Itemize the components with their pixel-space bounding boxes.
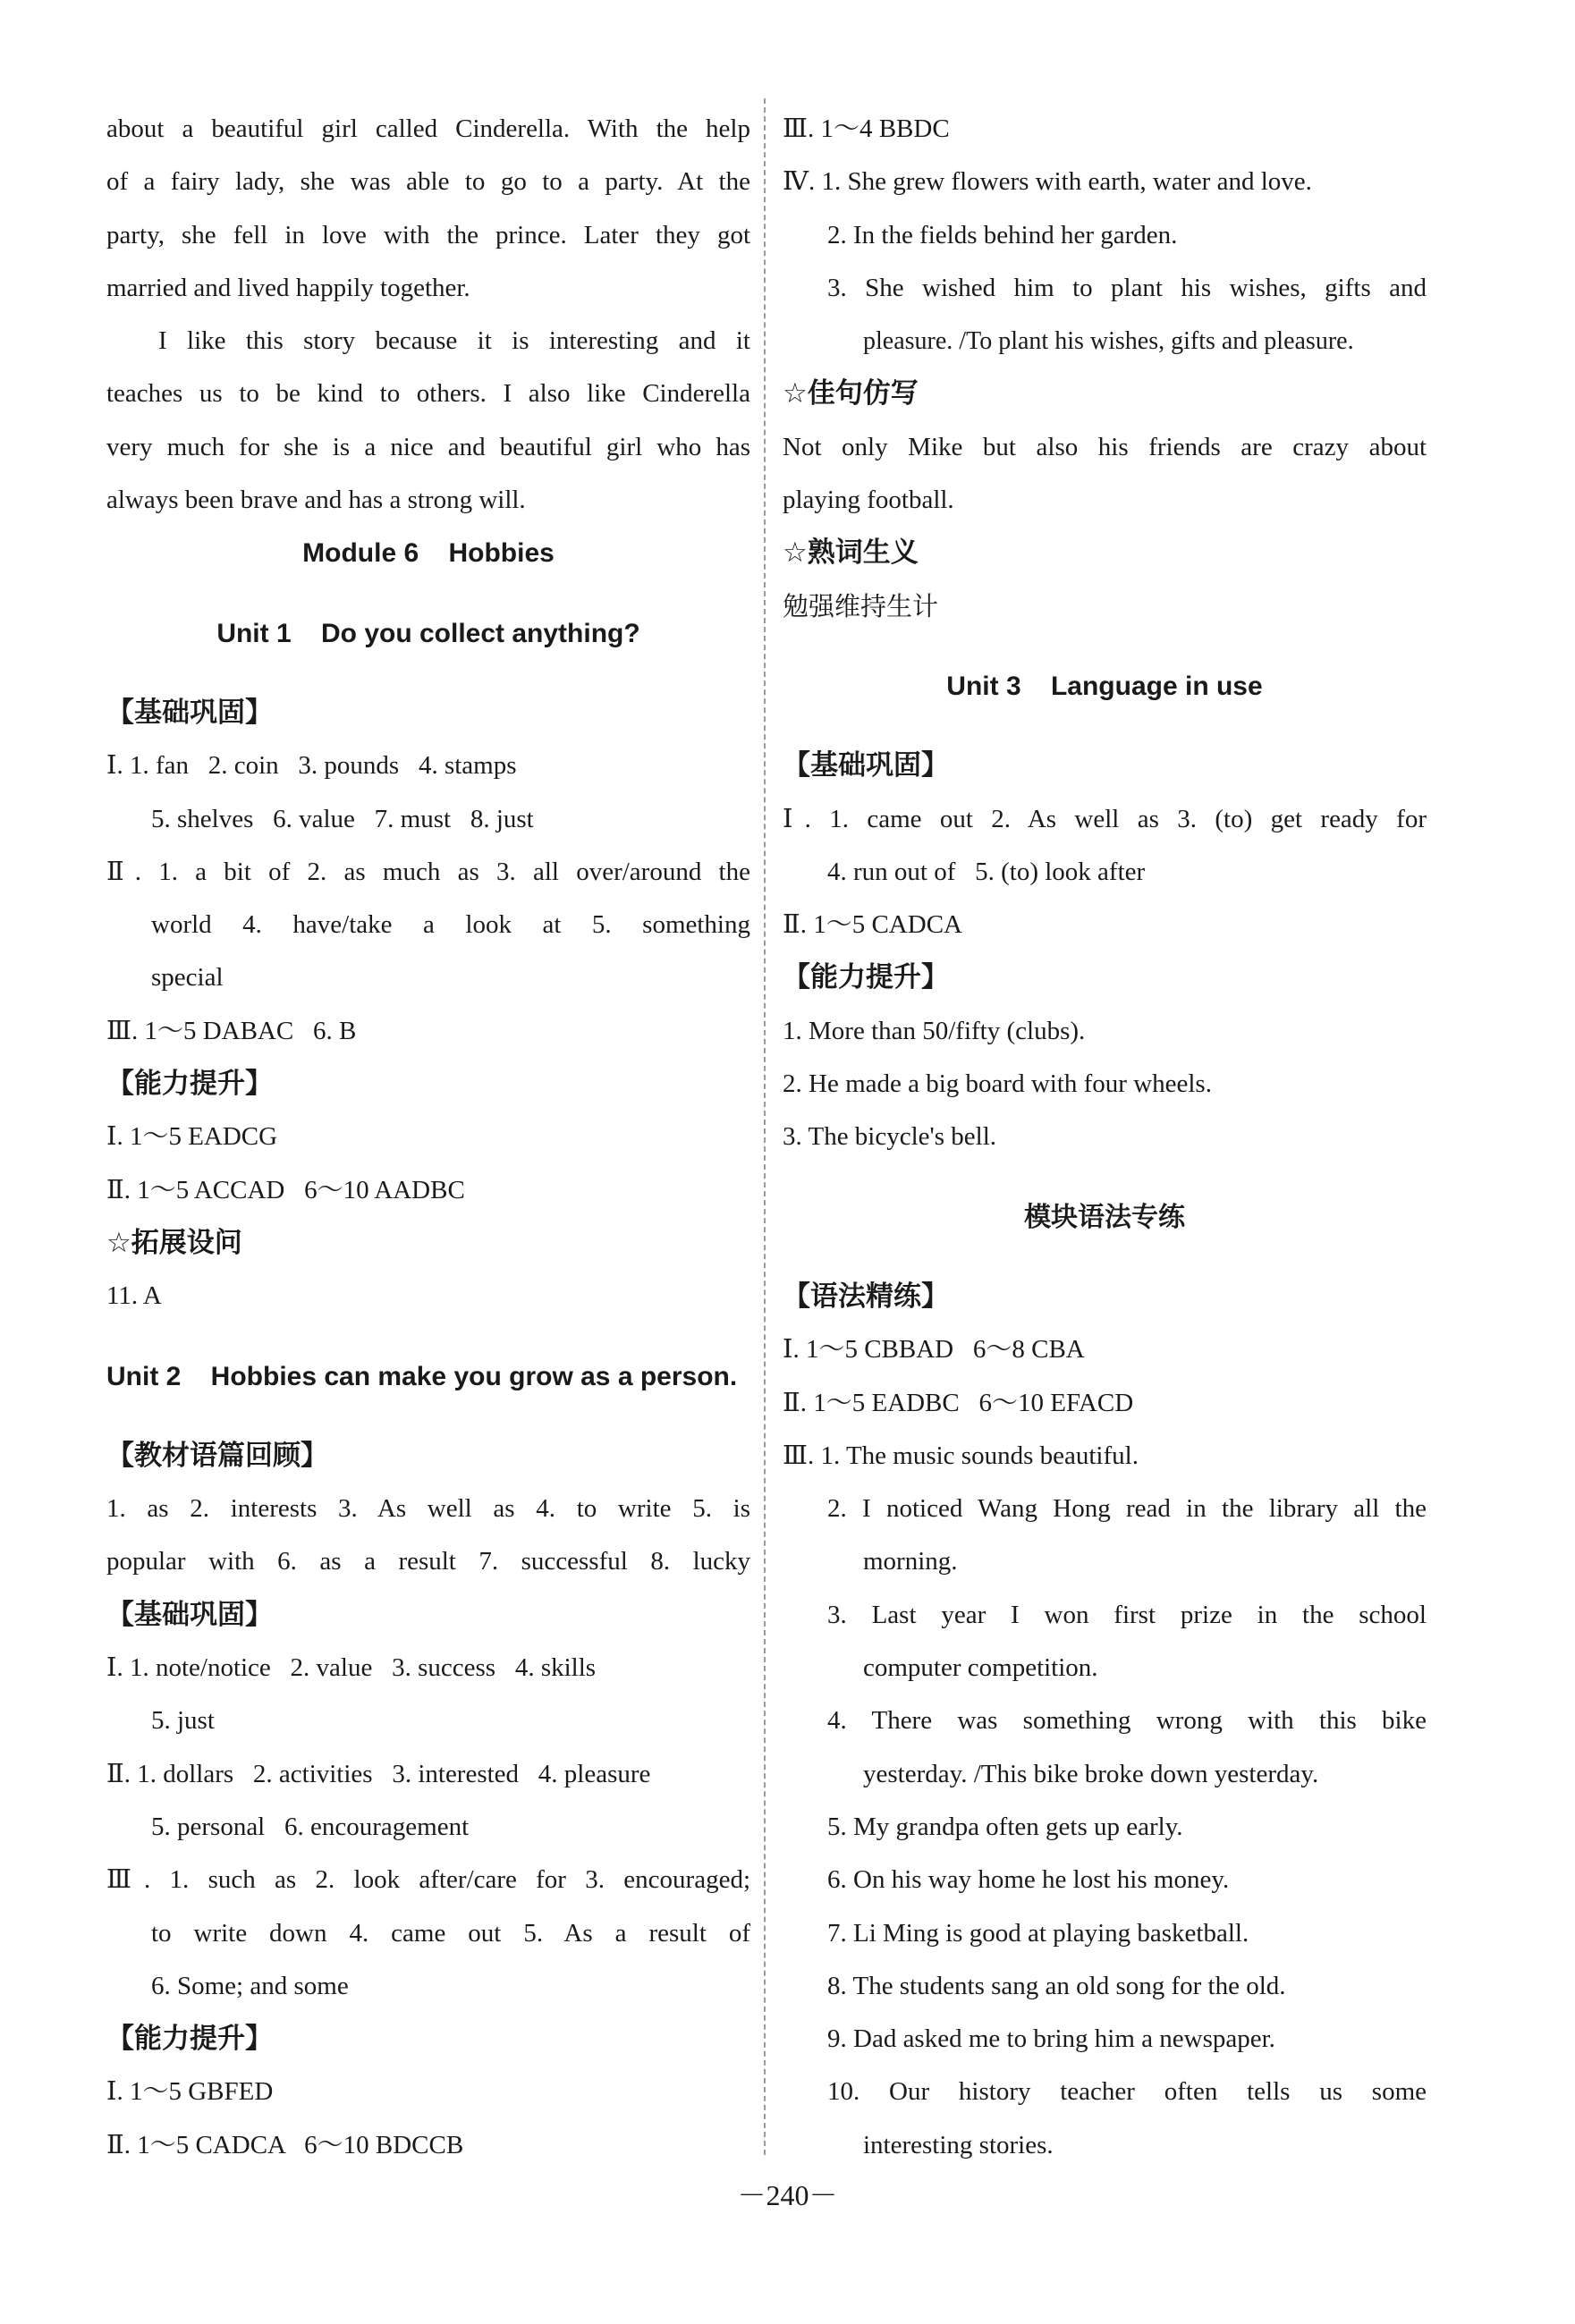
answer-line: Ⅲ. 1. The music sounds beautiful. [783,1441,1139,1470]
answer-line: Ⅱ. 1～5 ACCAD 6～10 AADBC [106,1175,465,1204]
answer-line: 10. Our history teacher often tells us some [827,2077,1427,2107]
answer-line: 4. run out of 5. (to) look after [827,857,1146,886]
answer-line: Ⅲ. 1. such as 2. look after/care for 3. encouraged; [106,1865,750,1895]
answer-line: Ⅳ. 1. She grew flowers with earth, water and love. [783,167,1312,197]
text-line: teaches us to be kind to others. I also like Cinderella [106,379,750,409]
answer-line: 8. The students sang an old song for the old. [827,1971,1286,2000]
answer-line: 6. Some; and some [151,1971,349,2000]
answer-line: popular with 6. as a result 7. successful 8. lucky [106,1547,750,1576]
answer-line: special [151,963,224,993]
answer-line: Not only Mike but also his friends are crazy about [783,432,1427,461]
section-heading: 【能力提升】 [106,1068,273,1101]
section-heading: ☆熟词生义 [783,537,919,570]
answer-line: 5. shelves 6. value 7. must 8. just [151,804,534,833]
grammar-title: 模块语法专练 [1024,1201,1185,1233]
answer-line: morning. [863,1547,958,1576]
answer-line: Ⅱ. 1～5 EADBC 6～10 EFACD [783,1388,1134,1417]
text-line: of a fairy lady, she was able to go to a party. At the [106,167,750,197]
answer-line: 3. She wished him to plant his wishes, gifts and [827,273,1427,302]
answer-line: 5. My grandpa often gets up early. [827,1812,1183,1841]
column-divider [764,98,766,2155]
module-title: Module 6 Hobbies [302,538,555,569]
text-line: married and lived happily together. [106,273,470,302]
answer-line: 2. He made a big board with four wheels. [783,1069,1212,1099]
answer-line: Ⅰ. 1. came out 2. As well as 3. (to) get ready for [783,804,1427,833]
answer-line: computer competition. [863,1653,1098,1683]
answer-line: 2. In the fields behind her garden. [827,220,1178,249]
answer-line: yesterday. /This bike broke down yesterday. [863,1759,1319,1788]
answer-line: 3. The bicycle's bell. [783,1122,997,1152]
section-heading: 【基础巩固】 [106,1598,273,1631]
text-line: I like this story because it is interesting and it [158,326,750,356]
answer-line: 勉强维持生计 [783,590,939,621]
answer-line: world 4. have/take a look at 5. something [151,910,750,940]
section-heading: 【语法精练】 [783,1280,949,1313]
answer-line: 6. On his way home he lost his money. [827,1865,1230,1895]
text-line: very much for she is a nice and beautiful girl who has [106,432,750,461]
unit1-title: Unit 1 Do you collect anything? [216,618,640,648]
left-column [106,103,750,2172]
answer-line: 5. personal 6. encouragement [151,1812,470,1841]
text-line: about a beautiful girl called Cinderella. With the help [106,114,750,143]
answer-line: pleasure. /To plant his wishes, gifts and pleasure. [863,327,1354,356]
answer-line: Ⅱ. 1～5 CADCA 6～10 BDCCB [106,2130,464,2159]
text-line: party, she fell in love with the prince. Later they got [106,220,750,249]
answer-line: Ⅲ. 1～4 BBDC [783,114,950,143]
text-line: always been brave and has a strong will. [106,486,526,515]
answer-line: 7. Li Ming is good at playing basketball. [827,1918,1249,1948]
answer-line: Ⅰ. 1. fan 2. coin 3. pounds 4. stamps [106,751,517,781]
answer-line: Ⅰ. 1. note/notice 2. value 3. success 4. skills [106,1653,597,1683]
answer-line: Ⅱ. 1～5 CADCA [783,910,962,940]
answer-line: 11. A [106,1281,162,1311]
answer-line: 5. just [151,1706,215,1736]
answer-line: 4. There was something wrong with this bike [827,1706,1427,1736]
answer-line: 9. Dad asked me to bring him a newspaper. [827,2024,1275,2054]
answer-line: 1. as 2. interests 3. As well as 4. to write 5. is [106,1494,750,1524]
answer-line: Ⅱ. 1. dollars 2. activities 3. interested 4. pleasure [106,1759,651,1788]
section-heading: ☆拓展设问 [106,1226,242,1259]
unit3-title: Unit 3 Language in use [946,671,1263,701]
answer-line: Ⅰ. 1～5 GBFED [106,2077,274,2107]
answer-line: Ⅲ. 1～5 DABAC 6. B [106,1016,357,1045]
section-heading: ☆佳句仿写 [783,377,919,410]
right-column [783,103,1427,2172]
answer-line: to write down 4. came out 5. As a result of [151,1918,750,1948]
answer-line: 3. Last year I won first prize in the school [827,1600,1427,1629]
page-number: －240－ [737,2179,838,2211]
section-heading: 【基础巩固】 [783,749,949,782]
answer-line: 1. More than 50/fifty (clubs). [783,1016,1086,1045]
answer-line: interesting stories. [863,2130,1054,2159]
section-heading: 【能力提升】 [106,2023,273,2056]
answer-line: playing football. [783,486,954,515]
section-heading: 【教材语篇回顾】 [106,1439,328,1472]
answer-line: Ⅰ. 1～5 EADCG [106,1122,278,1152]
answer-line: 2. I noticed Wang Hong read in the library all the [827,1494,1427,1524]
section-heading: 【能力提升】 [783,961,949,994]
answer-line: Ⅰ. 1～5 CBBAD 6～8 CBA [783,1335,1085,1365]
answer-line: Ⅱ. 1. a bit of 2. as much as 3. all over/around the [106,857,750,886]
section-heading: 【基础巩固】 [106,696,273,729]
unit2-title: Unit 2 Hobbies can make you grow as a person. [106,1361,738,1391]
